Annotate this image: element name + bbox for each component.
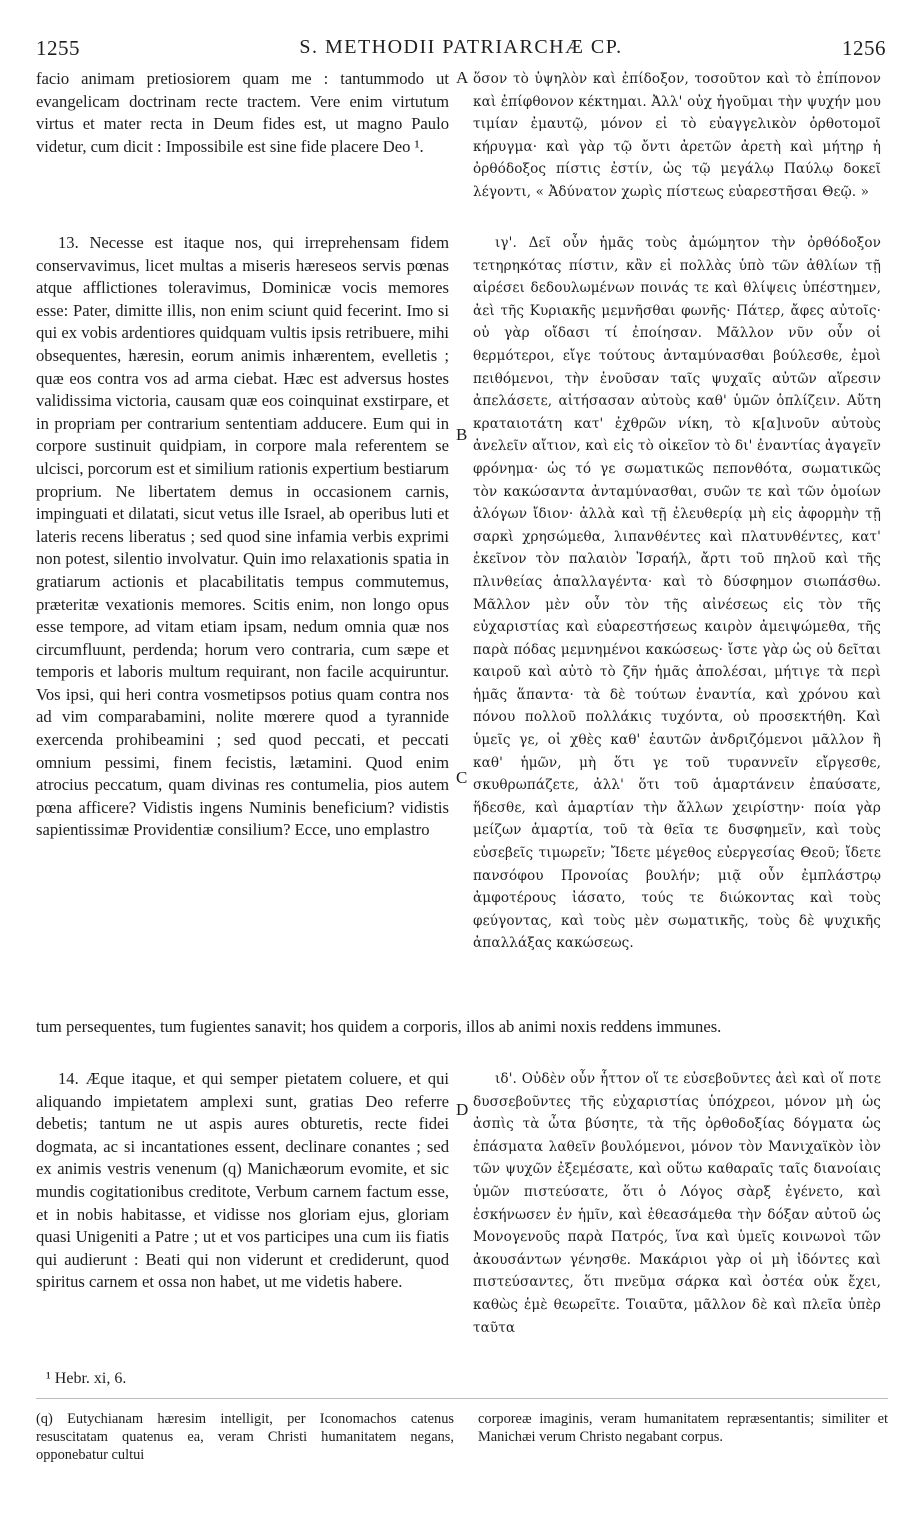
greek-paragraph-13: ιγ'. Δεῖ οὖν ἡμᾶς τοὺς ἀμώμητον τὴν ὀρθόδοξον τετηρηκότας πίστιν, κἂν εἰ πολλὰς ὑπὸ τῶν ἀθλίων τῇ αἱρέσει δεδουλωμένων ποινάς τε καὶ θλίψεις ὑπέστημεν, ἀεὶ τῆς Κυριακῆς μεμνῆσθαι φωνῆς· Πάτερ, ἄφες αὐτοῖς· οὐ γὰρ οἴδασι τί ἐποίησαν. Μᾶλλον νῦν οὖν οἱ θερμότεροι, εἴγε τούτους ἀνταμύνασθαι βούλεσθε, ἐμοὶ πειθόμενοι, τὴν ἐνοῦσαν ταῖς ψυχαῖς αὐτῶν αἵρεσιν ἀπελάσετε, αἰτήσασαν αὐτοὺς καθ' ὑμῶν ὁπλίζειν. Αὕτη κραταιοτάτη κατ' ἐχθρῶν νίκη, τὸ κ[α]ινοῦν αὐτοὺς ἀνελεῖν αἴτιον, καὶ εἰς τὸ οἰκεῖον τὸ δι' ἐναντίας ἀγαγεῖν φρόνημα· ὡς τό γε σωματικῶς πεπονθότα, σωματικῶς τὸν κακώσαντα ἀνταμύνασθαι, συῶν τε καὶ τῶν ὁμοίων ἀλόγων ἴδιον· ἀλλὰ καὶ τῇ ἐλευθερίᾳ μὴ εἰς ἀφορμὴν τῇ σαρκὶ χρησώμεθα, λιπανθέντες καὶ πλατυνθέντες, κατ' ἐκεῖνον τὸν παλαιὸν Ἰσραήλ, ἄρτι τοῦ πηλοῦ καὶ τῆς πλινθείας ἀπαλλαγέντα· καὶ τὸ δύσφημον σιωπάσθω. Μᾶλλον μὲν οὖν τὸν τῆς αἰνέσεως εἰς τὸν τῆς εὐχαριστίας καὶ εὐαρεστήσεως καιρὸν ἀμειψώμεθα, τῆς παρὰ πόδας μεμνημένοι κακώσεως· ἴστε γὰρ ὡς οὐ δεῖται καιροῦ καὶ αὐτὸ τὸ ζῆν ἡμᾶς ἀπολέσαι, μήτιγε τὰ περὶ ἡμᾶς ἅπαντα· τὰ δὲ τούτων ἐναντία, καὶ χρόνου καὶ πόνου πολλοῦ πολλάκις τυχόντα, οὐ προσεκτήθη. Καὶ ὑμεῖς γε, οἱ χθὲς καθ' ἑαυτῶν ἀνδριζόμενοι μᾶλλον ἢ καθ' ἡμῶν, μὴ ὅτι γε τοῦ τυραννεῖν εἴργεσθε, σκυθρωπάζετε, ἀλλ' ὅτι τοῦ ἁμαρτάνειν ἐπαύσατε, ἥδεσθε, καὶ ἁμαρτίαν τὴν ἄλλων χειρίστην· ποία γὰρ μείζων ἁμαρτία, τοῦ τὰ θεῖα τε δυσφημεῖν, καὶ τοὺς εὐσεβεῖς τιμωρεῖν; Ἴδετε μέγεθος εὐεργεσίας Θεοῦ; ἴδετε πανσόφου Προνοίας βουλήν; μιᾷ οὖν ἐμπλάστρῳ ἀμφοτέρους ἰάσατο, τούς τε διώκοντας καὶ τοὺς φεύγοντας, καὶ τοὺς μὲν σωματικῆς, τοὺς δὲ ψυχικῆς ἀπαλλάξας κακώσεως.	[473, 235, 881, 952]
greek-column-bottom	[473, 1068, 881, 1339]
full-width-text: tum persequentes, tum fugientes sanavit; hos quidem a corporis, illos ab animi noxis reddens immunes.	[36, 1017, 722, 1036]
footnote-reference: ¹ Hebr. xi, 6.	[46, 1370, 127, 1387]
latin-column-bottom	[36, 1068, 449, 1294]
page-number-left: 1255	[36, 36, 80, 60]
greek-paragraph: ὅσον τὸ ὑψηλὸν καὶ ἐπίδοξον, τοσοῦτον καὶ τὸ ἐπίπονον καὶ ἐπίφθονον κέκτημαι. Ἀλλ' οὐχ ἡγοῦμαι τὴν ψυχήν μου τιμίαν ἐμαυτῷ, μόνον εἰ τὸ εὐαγγελικὸν ὀρθοτομοῖ κήρυγμα· καὶ γὰρ τῷ ὄντι ἀρετῶν ἀρετὴ καὶ μήτηρ ἡ ὀρθόδοξος πίστις ἐστίν, ὡς τῷ μεγάλῳ Παύλῳ δοκεῖ λέγοντι, « Ἀδύνατον χωρὶς πίστεως εὐαρεστῆσαι Θεῷ. »	[473, 71, 881, 200]
margin-marker-d: D	[456, 1100, 469, 1119]
footnote-divider	[36, 1398, 888, 1399]
greek-column-top	[473, 68, 881, 204]
latin-column-top	[36, 68, 449, 158]
page-title: S. METHODII PATRIARCHÆ CP.	[299, 36, 623, 58]
margin-marker-b: B	[456, 425, 468, 444]
page-number-right: 1256	[842, 36, 886, 60]
margin-marker-c: C	[456, 768, 468, 787]
latin-paragraph: facio animam pretiosiorem quam me : tantummodo ut evangelicam doctrinam recte tractem. Vere enim virtutum virtus et mater recta in Deum fides est, ut magno Paulo videtur, cum dicit : Impossibile est sine fide placere Deo ¹.	[36, 69, 449, 156]
greek-column-main	[473, 232, 881, 955]
editor-note-left: (q) Eutychianam hæresim intelligit, per Iconomachos catenus resuscitatam quatenus ea, veram Christi humanitatem negans, opponebatur cultui	[36, 1411, 454, 1463]
editor-note-right: corporeæ imaginis, veram humanitatem repræsentantis; similiter et Manichæi verum Christo negabant corpus.	[478, 1411, 888, 1445]
latin-column-main	[36, 232, 449, 842]
greek-paragraph-14: ιδ'. Οὐδὲν οὖν ἧττον οἵ τε εὐσεβοῦντες ἀεὶ καὶ οἵ ποτε δυσσεβοῦντες τῆς εὐχαριστίας ὑπόχρεοι, μόνον μὴ ὡς ἀσπὶς τὰ ὦτα βύσητε, τὰ τῆς ὀρθοδοξίας δόγματα ὡς ἐπάσματα λαθεῖν βουλόμενοι, μόνον τὸν Μανιχαϊκὸν ἰὸν τῶν ψυχῶν ἐξεμέσατε, καὶ οὕτω καθαραῖς ταῖς διανοίαις ὑμῶν πιστεύσατε, ὅτι ὁ Λόγος σὰρξ ἐγένετο, καὶ ἐσκήνωσεν ἐν ἡμῖν, καὶ ἐθεασάμεθα τὴν δόξαν αὐτοῦ ὡς Μονογενοῦς παρὰ Πατρός, ἵνα καὶ ὑμεῖς κοινωνοὶ τῶν ἀκουσάντων γένησθε. Μακάριοι γὰρ οἱ μὴ ἰδόντες καὶ πιστεύσαντες, ὅτι πνεῦμα σάρκα καὶ ὀστέα οὐκ ἔχει, καθὼς ἐμὲ θεωρεῖτε. Τοιαῦτα, μᾶλλον δὲ καὶ πλεῖα ὑπὲρ ταῦτα	[473, 1071, 881, 1336]
full-width-line	[36, 1016, 888, 1039]
latin-paragraph-14: 14. Æque itaque, et qui semper pietatem coluere, et qui aliquando impietatem amplexi sunt, gratias Deo referre debetis; tantum ne ut aspis aures obturetis, recte fidei dogmata, ac si incantationes essent, declinare conantes ; sed ex animis vestris venenum (q) Manichæorum evomite, et sic mundis cogitationibus creditote, Verbum carnem factum esse, et in nobis habitasse, et vidisse nos gloriam ejus, gloriam quasi Unigeniti a Patre ; ut et vos participes una cum iis fiatis qui audierunt : Beati qui non viderunt et crediderunt, quod spiritus carnem et ossa non habet, ut me videtis habere.	[36, 1069, 449, 1292]
latin-paragraph-13: 13. Necesse est itaque nos, qui irreprehensam fidem conservavimus, licet multas a miseris hæreseos servis pœnas atque afflictiones toleravimus, Dominicæ vocis memores esse: Pater, dimitte illis, non enim sciunt quid fecerint. Imo si qui ex vobis ardentiores quidquam vultis ipsis retribuere, mihi obsequentes, hæresin, eorum animis inhærentem, evelletis ; quæ eos contra vos ad arma ciebat. Hæc est adversus hostes validissima victoria, causam quæ eos coinquinat exstirpare, et in propriam per contrarium sententiam adducere. Eum qui in corpore sustinuit quidpiam, in corpore mala referentem se ulcisci, porcorum est et similium rationis expertium bestiarum proprium. Ne libertatem demus in occasionem carnis, impinguati et dilatati, sicut vetus ille Israel, ab operibus luti et lateris recens liberatus ; sed quod sine infamia verbis exprimi non potest, silentio involvatur. Quin imo relaxationis spatia in gratiarum actionis et placabilitatis tempus commutemus, præteritæ vexationis memores. Scitis enim, non longo opus esse tempore, ad vitam etiam ipsam, nedum omnia quæ nos circumfluunt, perdenda; horum vero contraria, cum sæpe et temporis et laboris multum requirant, non facile acquiruntur. Vos ipsi, qui heri contra vosmetipsos potius quam contra nos ad vim comparabamini, nolite mœrere quod a tyrannide exercenda prohibeamini ; sed quod peccati, et peccati omnium pessimi, finem fecistis, lætamini. Quod enim atrocius peccatum, quam divinas res contumelia, pios autem pœna afficere? Vidistis ingens Numinis beneficium? vidistis sapientissimæ Providentiæ consilium? Ecce, uno emplastro	[36, 233, 449, 840]
running-head	[36, 36, 886, 64]
margin-marker-a: A	[456, 68, 469, 87]
